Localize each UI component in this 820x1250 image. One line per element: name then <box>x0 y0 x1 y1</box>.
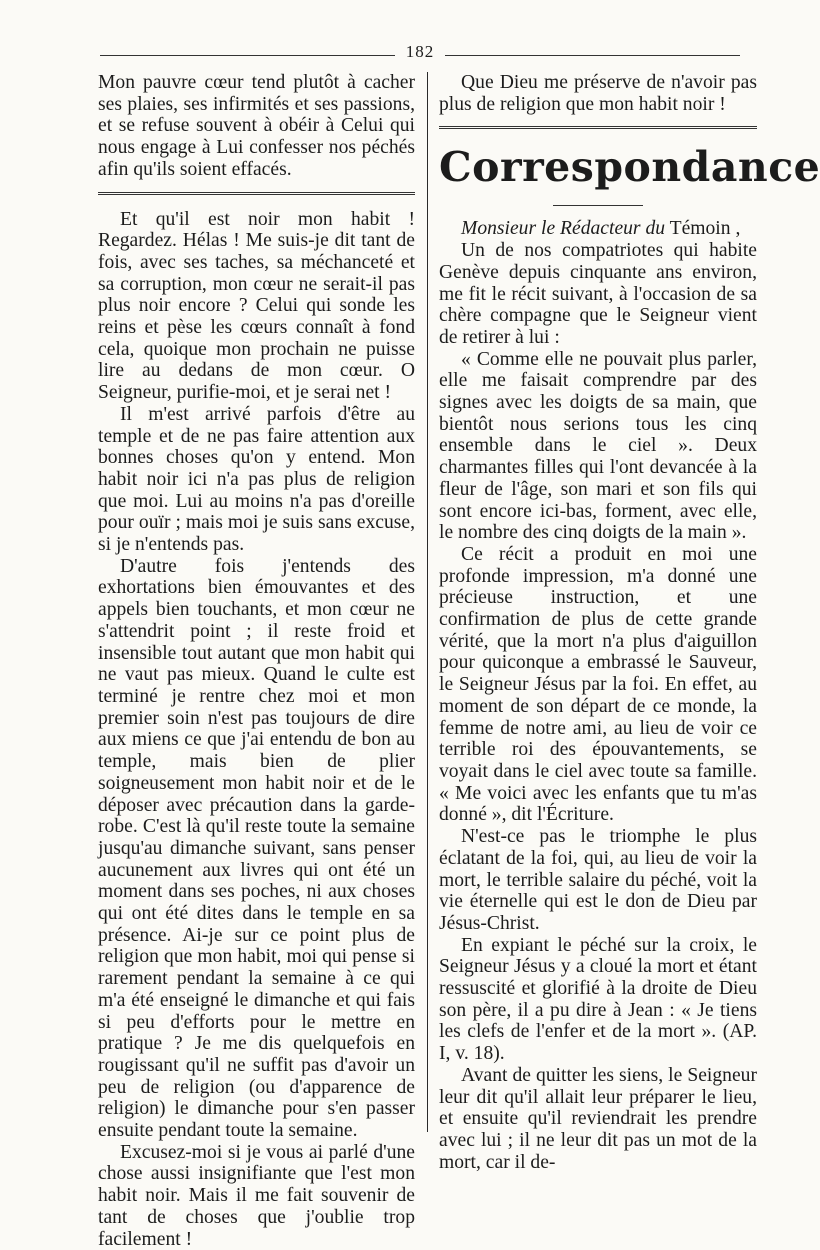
salutation <box>439 218 757 240</box>
salutation-italic: Monsieur le Rédacteur du <box>461 218 666 240</box>
paragraph: Excusez-moi si je vous ai parlé d'une chose aussi insignifiante que l'est mon habit noir. Mais il me fait souvenir de tant de choses que j'oublie trop facilement ! <box>98 1141 415 1250</box>
paragraph: Et qu'il est noir mon habit ! Regardez. Hélas ! Me suis-je dit tant de fois, avec ses taches, sa méchanceté et sa corruption, mon cœur ne serait-il pas plus noir encore ? Celui qui sonde les reins et pèse les cœurs connaît à fond cela, quoique mon prochain ne puisse lire au dedans de mon cœur. O Seigneur, purifie-moi, et je serai net ! <box>98 208 415 404</box>
paragraph: « Comme elle ne pouvait plus parler, elle me faisait comprendre par des signes avec les doigts de sa main, que bientôt nous serions tous les cinq ensemble dans le ciel ». Deux charmantes filles qui l'ont devancée à la fleur de l'âge, son mari et son fils qui sont encore ici-bas, forment, avec elle, le nombre des cinq doigts de la main ». <box>439 348 757 544</box>
paragraph: Un de nos compatriotes qui habite Genève depuis cinquante ans environ, me fit le récit suivant, à l'occasion de sa chère compagne que le Seigneur vient de retirer à lui : <box>439 240 757 348</box>
header-rule-left <box>100 55 395 56</box>
salutation-roman: Témoin , <box>669 218 741 240</box>
column-divider <box>427 72 428 1132</box>
paragraph: Ce récit a produit en moi une profonde impression, m'a donné une précieuse instruction, et une confirmation de plus de cette grande vérité, que la mort n'a plus d'aiguillon pour quiconque a embrassé le Sauveur, le Seigneur Jésus par la foi. En effet, au moment de son départ de ce monde, la femme de notre ami, au lieu de voir ce terrible roi des épouvantements, se voyait dans le ciel avec toute sa famille. « Me voici avec les enfants que tu m'as donné », dit l'Écriture. <box>439 543 757 826</box>
page-number: 182 <box>405 42 435 61</box>
paragraph: Avant de quitter les siens, le Seigneur leur dit qu'il allait leur préparer le lieu, et ensuite qu'il reviendrait les prendre avec lui ; il ne leur dit pas un mot de la mort, car il de- <box>439 1064 757 1173</box>
right-column <box>439 72 820 1173</box>
paragraph: N'est-ce pas le triomphe le plus éclatant de la foi, qui, au lieu de voir la mort, le terrible salaire du péché, voit la vie éternelle qui est le don de Dieu par Jésus-Christ. <box>439 826 757 934</box>
header-rule-right <box>445 55 740 56</box>
paragraph: Mon pauvre cœur tend plutôt à cacher ses plaies, ses infirmités et ses passions, et se refuse souvent à obéir à Celui qui nous engage à Lui confesser nos péchés afin qu'ils soient effacés. <box>98 72 415 180</box>
paragraph: D'autre fois j'entends des exhortations bien émouvantes et des appels bien touchants, et mon cœur ne s'attendrit point ; il reste froid et insensible tout autant que mon habit qui ne vaut pas mieux. Quand le culte est terminé je rentre chez moi et mon premier soin n'est pas toujours de dire aux miens ce que j'ai entendu de bon au temple, mais bien de plier soigneusement mon habit noir et de le déposer avec précaution dans la garde-robe. C'est là qu'il reste toute la semaine jusqu'au dimanche suivant, sans penser aucunement aux livres qui ont été un moment dans ses poches, ni aux choses qui ont été dites dans le temple en sa présence. Ai-je sur ce point plus de religion que mon habit, moi qui pense si rarement pendant la semaine à ce qui m'a été enseigné le dimanche et qui fais si peu d'efforts pour le mettre en pratique ? Je me dis quelquefois en rougissant qu'il ne suffit pas d'avoir un peu de religion (ou d'apparence de religion) le dimanche pour s'en passer ensuite pendant toute la semaine. <box>98 555 415 1142</box>
paragraph: En expiant le péché sur la croix, le Seigneur Jésus y a cloué la mort et étant ressuscité et glorifié à la droite de Dieu son père, il a pu dire à Jean : « Je tiens les clefs de l'enfer et de la mort ». (AP. I, v. 18). <box>439 934 757 1065</box>
left-column <box>98 72 415 1250</box>
title-underline <box>553 205 643 206</box>
paragraph: Que Dieu me préserve de n'avoir pas plus de religion que mon habit noir ! <box>439 72 757 115</box>
paragraph-separator <box>98 192 415 195</box>
section-separator <box>439 126 757 129</box>
paragraph: Il m'est arrivé parfois d'être au temple et de ne pas faire attention aux bonnes choses qu'on y entend. Mon habit noir ici n'a pas plus de religion que moi. Lui au moins n'a pas d'oreille pour ouïr ; mais moi je suis sans excuse, si je n'entends pas. <box>98 403 415 556</box>
section-title: Correspondance <box>439 143 820 192</box>
